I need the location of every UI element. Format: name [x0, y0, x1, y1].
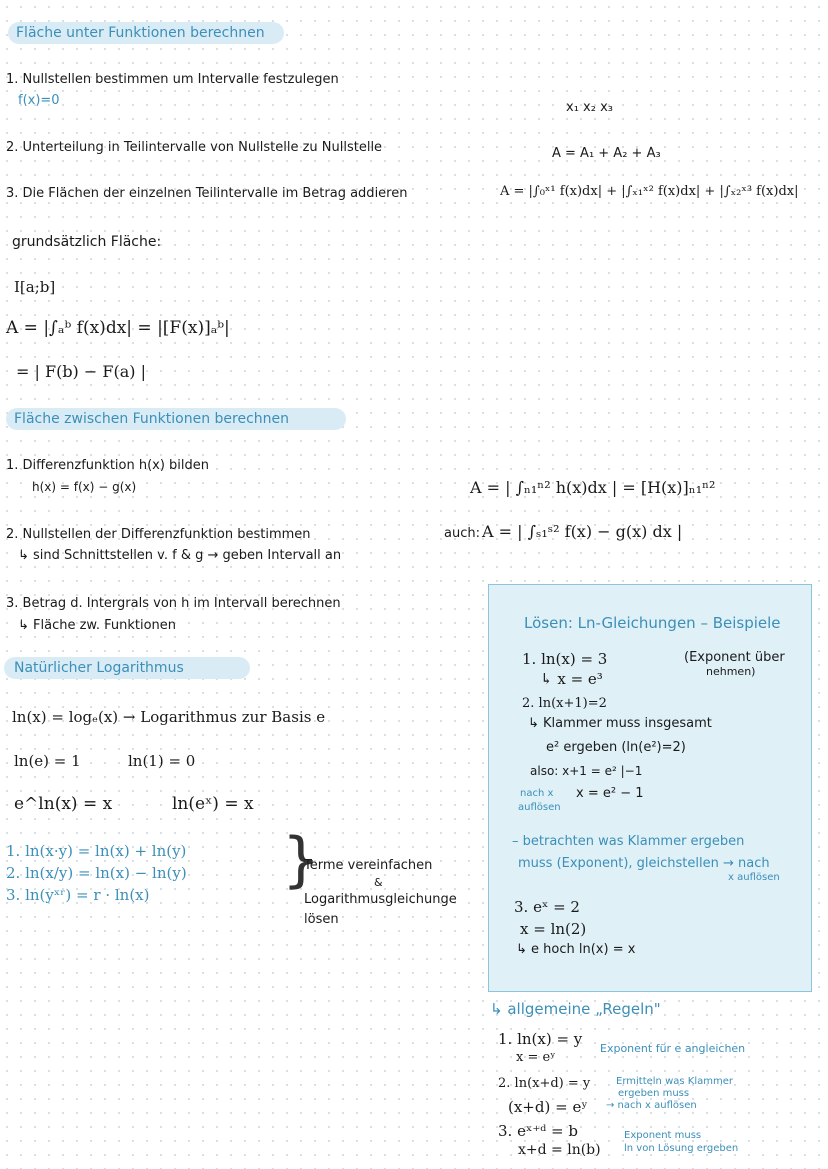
- log-rule-1: 1. ln(x·y) = ln(x) + ln(y): [6, 842, 187, 860]
- box-title: Lösen: Ln-Gleichungen – Beispiele: [524, 614, 781, 632]
- step-1-equation: f(x)=0: [18, 93, 60, 108]
- ln-1: ln(1) = 0: [128, 752, 196, 770]
- box-ex1-note2: nehmen): [706, 665, 756, 678]
- interval-label: I[a;b]: [14, 278, 56, 296]
- area-formula-1: A = |∫ₐᵇ f(x)dx| = |[F(x)]ₐᵇ|: [6, 318, 230, 338]
- box-ex1-eq: 1. ln(x) = 3: [522, 650, 608, 668]
- box-hint-1: – betrachten was Klammer ergeben: [512, 834, 745, 849]
- zwischen-step-2-note: ↳ sind Schnittstellen v. f & g → geben Intervall an: [18, 548, 342, 563]
- rules-note-amp: &: [374, 876, 383, 889]
- box-ex2-nach: nach x: [520, 788, 554, 799]
- regeln-title: ↳ allgemeine „Regeln": [490, 1000, 661, 1018]
- roots-label: x₁ x₂ x₃: [566, 100, 613, 115]
- rules-note-1: Terme vereinfachen: [304, 858, 433, 873]
- ln-ex: ln(eˣ) = x: [172, 794, 254, 814]
- rules-note-3: lösen: [304, 912, 339, 927]
- box-ex1-note: (Exponent über: [684, 650, 785, 665]
- section-title-flaeche-unter: Fläche unter Funktionen berechnen: [16, 25, 265, 41]
- box-ex2-note2: e² ergeben (ln(e²)=2): [546, 740, 686, 755]
- area-h-formula: A = | ∫ₙ₁ⁿ² h(x)dx | = [H(x)]ₙ₁ⁿ²: [470, 478, 716, 497]
- regel-2: 2. ln(x+d) = y: [498, 1076, 591, 1091]
- section-title-logarithmus: Natürlicher Logarithmus: [14, 660, 184, 676]
- auch-label: auch:: [444, 526, 480, 541]
- section-title-flaeche-zwischen: Fläche zwischen Funktionen berechnen: [14, 411, 290, 427]
- zwischen-step-2: 2. Nullstellen der Differenzfunktion bestimmen: [6, 527, 311, 542]
- box-ex2-sol: x = e² − 1: [576, 786, 644, 801]
- box-ex1-sol: ↳ x = e³: [540, 670, 603, 688]
- log-rule-2: 2. ln(x/y) = ln(x) − ln(y): [6, 864, 187, 882]
- regel-2-note-2: ergeben muss: [618, 1088, 690, 1099]
- regel-2-sol: (x+d) = eʸ: [508, 1098, 588, 1116]
- box-ex2-aufloesen: auflösen: [518, 802, 561, 813]
- box-hint-3: x auflösen: [728, 872, 780, 883]
- e-ln-x: e^ln(x) = x: [14, 794, 113, 814]
- regel-1: 1. ln(x) = y: [498, 1030, 583, 1048]
- box-ex3-note: ↳ e hoch ln(x) = x: [516, 942, 636, 957]
- zwischen-step-1-eq: h(x) = f(x) − g(x): [32, 480, 137, 494]
- zwischen-step-3: 3. Betrag d. Intergrals von h im Intervall berechnen: [6, 596, 341, 611]
- area-s-formula: A = | ∫ₛ₁ˢ² f(x) − g(x) dx |: [482, 522, 683, 541]
- box-ex2-eq: 2. ln(x+1)=2: [522, 696, 607, 711]
- log-rule-3: 3. ln(yˣʳ) = r · ln(x): [6, 886, 150, 904]
- regel-3-note-1: Exponent muss: [624, 1130, 702, 1141]
- ln-e: ln(e) = 1: [14, 752, 81, 770]
- step-3-text: 3. Die Flächen der einzelnen Teilintervalle im Betrag addieren: [6, 186, 408, 201]
- regel-1-sol: x = eʸ: [516, 1050, 556, 1065]
- box-ex2-note1: ↳ Klammer muss insgesamt: [528, 716, 712, 731]
- box-ex2-also: also: x+1 = e² |−1: [530, 764, 643, 778]
- regel-1-note: Exponent für e angleichen: [600, 1042, 746, 1055]
- box-hint-2: muss (Exponent), gleichstellen → nach: [518, 856, 770, 871]
- rules-brace: }: [282, 825, 321, 895]
- step-1-text: 1. Nullstellen bestimmen um Intervalle festzulegen: [6, 72, 339, 87]
- zwischen-step-1: 1. Differenzfunktion h(x) bilden: [6, 458, 210, 473]
- regel-3: 3. eˣ⁺ᵈ = b: [498, 1122, 578, 1140]
- zwischen-step-3-note: ↳ Fläche zw. Funktionen: [18, 618, 177, 633]
- box-ex3-eq: 3. eˣ = 2: [514, 898, 580, 916]
- grundsaetzlich-label: grundsätzlich Fläche:: [12, 234, 162, 250]
- regel-3-sol: x+d = ln(b): [518, 1142, 601, 1158]
- regel-2-note-3: → nach x auflösen: [606, 1100, 697, 1111]
- rules-note-2: Logarithmusgleichunge: [304, 892, 457, 907]
- box-ex3-sol: x = ln(2): [520, 920, 587, 938]
- area-sum-formula: A = A₁ + A₂ + A₃: [552, 146, 661, 161]
- regel-3-note-2: ln von Lösung ergeben: [624, 1143, 739, 1154]
- step-2-text: 2. Unterteilung in Teilintervalle von Nullstelle zu Nullstelle: [6, 140, 383, 155]
- regel-2-note-1: Ermitteln was Klammer: [616, 1076, 733, 1087]
- area-integral-formula: A = |∫₀ˣ¹ f(x)dx| + |∫ₓ₁ˣ² f(x)dx| + |∫ₓ₂ˣ³ f(x)dx|: [500, 184, 799, 199]
- ln-definition: ln(x) = logₑ(x) → Logarithmus zur Basis e: [12, 708, 326, 726]
- area-formula-2: = | F(b) − F(a) |: [16, 362, 146, 381]
